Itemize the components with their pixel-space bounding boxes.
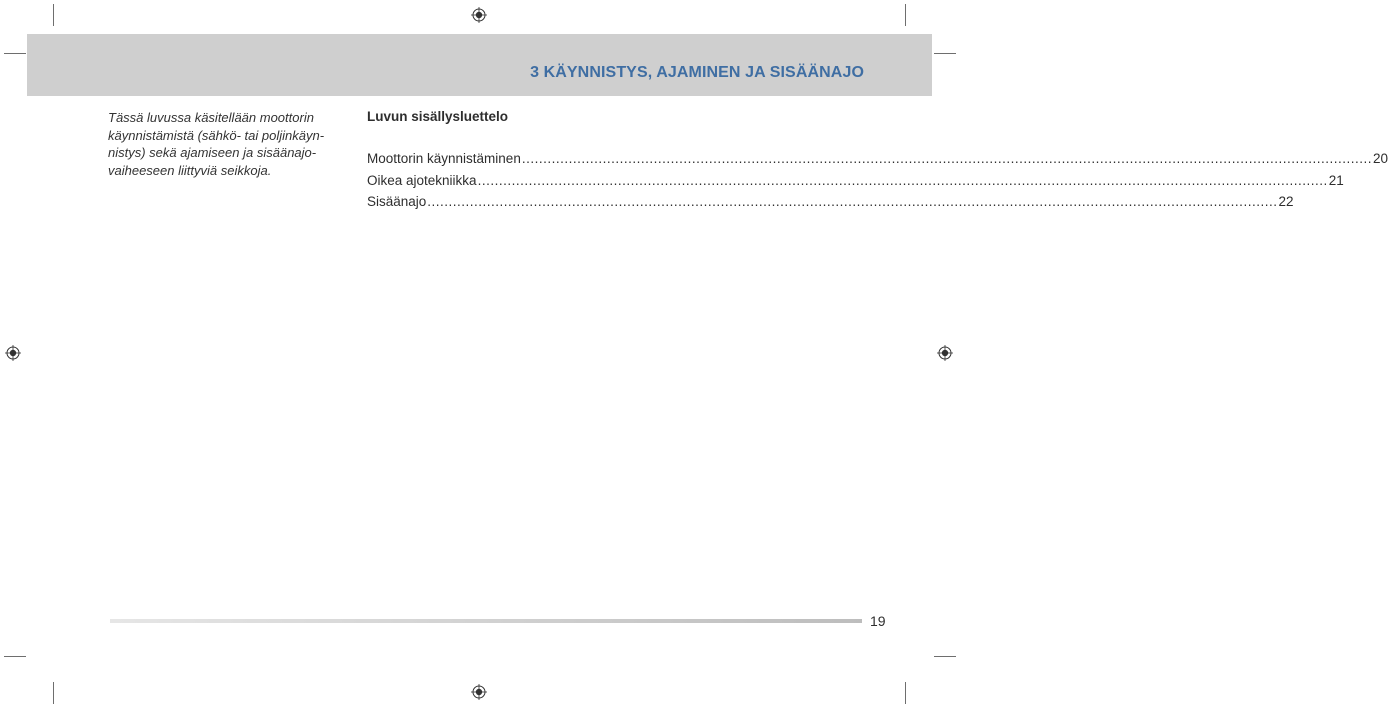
crop-mark-icon <box>4 656 26 657</box>
registration-mark-icon <box>5 345 21 361</box>
toc-entry[interactable] <box>367 194 1294 216</box>
toc-entry[interactable] <box>367 172 1344 195</box>
toc-entry-page: 20 <box>1372 151 1388 166</box>
toc-entry-page: 22 <box>1278 194 1294 209</box>
intro-paragraph <box>108 109 352 179</box>
footer-rule <box>110 619 862 623</box>
toc-leader-dots: ........................................................................................................................................................................................................ <box>427 194 1278 209</box>
intro-line: käynnistämistä (sähkö- tai poljinkäyn- <box>108 127 325 143</box>
crop-mark-icon <box>4 53 26 54</box>
toc-leader-dots: ........................................................................................................................................................................................................ <box>477 172 1328 188</box>
toc-title: Luvun sisällysluettelo <box>367 109 509 124</box>
page-number: 19 <box>870 613 886 629</box>
crop-mark-icon <box>53 4 54 26</box>
toc-list <box>367 151 1388 216</box>
registration-mark-icon <box>471 7 487 23</box>
toc-entry[interactable] <box>367 151 1388 173</box>
chapter-title: 3 KÄYNNISTYS, AJAMINEN JA SISÄÄNAJO <box>530 64 864 81</box>
crop-mark-icon <box>934 53 956 54</box>
toc-entry-label: Moottorin käynnistäminen <box>367 151 521 166</box>
registration-mark-icon <box>937 345 953 361</box>
toc-entry-label: Oikea ajotekniikka <box>367 172 477 188</box>
intro-line: vaiheeseen liittyviä seikkoja. <box>108 162 272 178</box>
crop-mark-icon <box>905 682 906 704</box>
crop-mark-icon <box>905 4 906 26</box>
crop-mark-icon <box>934 656 956 657</box>
toc-entry-page: 21 <box>1328 172 1344 188</box>
crop-mark-icon <box>53 682 54 704</box>
toc-leader-dots: ........................................................................................................................................................................................................ <box>521 151 1372 166</box>
intro-line: Tässä luvussa käsitellään moottorin <box>108 110 314 125</box>
registration-mark-icon <box>471 684 487 700</box>
toc-entry-label: Sisäänajo <box>367 194 427 209</box>
intro-line: nistys) sekä ajamiseen ja sisäänajo- <box>108 145 317 160</box>
